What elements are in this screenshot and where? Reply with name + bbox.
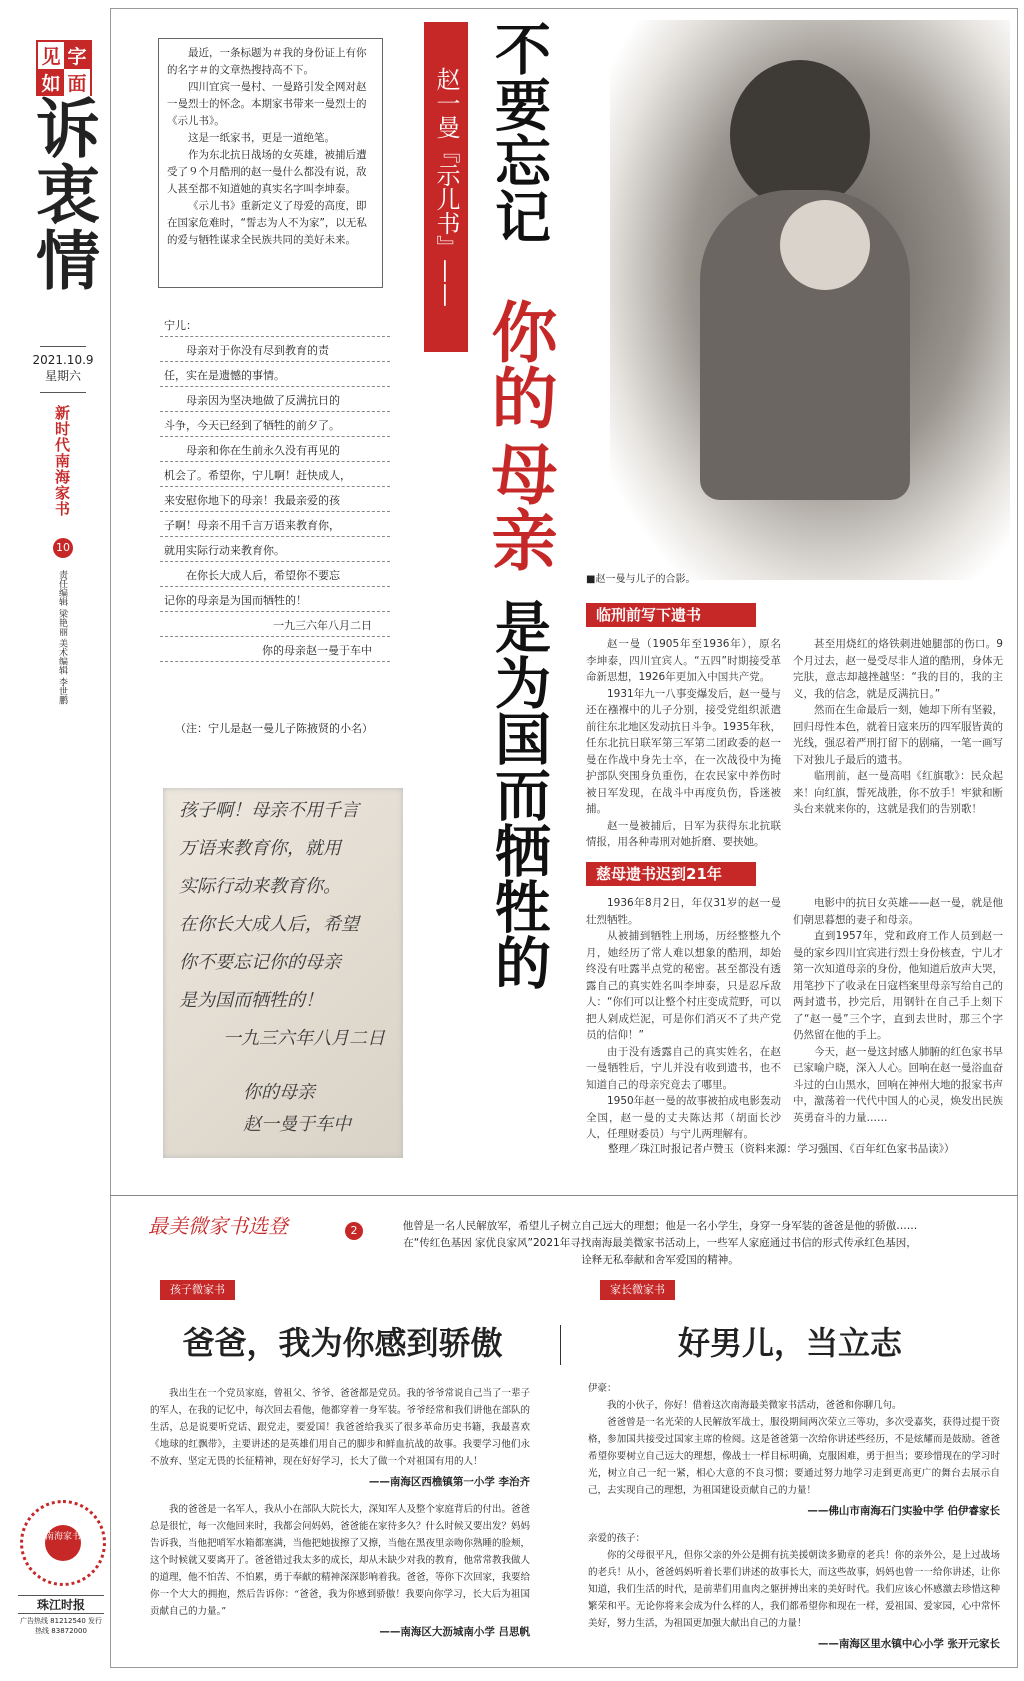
issue-date xyxy=(30,352,96,384)
section-paragraph: 临刑前，赵一曼高唱《红旗歌》：民众起来！向红旗，誓死战胜，你不放手！牢狱和断头台来就来你的，这就是我们的告别歌！ xyxy=(793,770,1003,815)
letter-line: 母亲对于你没有尽到教育的责 xyxy=(160,337,390,362)
staff-credits: 责任编辑 梁艳丽 美术编辑 李世鹏 xyxy=(57,570,67,705)
intro-paragraph: 《示儿书》重新定义了母爱的高度，即在国家危难时，“誓志为人不为家”，以无私的爱与牺牲谋求全民族共同的美好未来。 xyxy=(167,200,367,246)
historic-photo xyxy=(610,20,1010,580)
headline-part: 你的 xyxy=(480,298,558,430)
headline-subtitle: 赵一曼『示儿书』—— xyxy=(424,22,468,352)
letter-line: 任，实在是遗憾的事情。 xyxy=(160,362,390,387)
handwriting-line: 是为国而牺牲的！ xyxy=(179,990,323,1011)
article-tag: 家长微家书 xyxy=(600,1280,675,1300)
badge-char: 字 xyxy=(64,42,90,69)
letter-transcript xyxy=(160,312,390,662)
article-title: 好男儿，当立志 xyxy=(677,1324,902,1362)
qr-code[interactable] xyxy=(20,1500,106,1586)
photo-figure xyxy=(780,200,870,290)
article-paragraph: 爸爸曾是一名光荣的人民解放军战士，服役期间两次荣立三等功，多次受嘉奖，获得过提干资格，参加国共接受过国家主席的检阅。这是爸爸第一次给你讲述些经历，不是炫耀而是鼓励。爸爸希望你要树立自己远大的理想，像战士一样目标明确，克服困难，勇于担当；要珍惜现在的学习时光，树立自己一纪一紧，相心大意的不良习惯；要通过努力地学习走到更高更广的舞台去展示自己，去实现自己的理想，为祖国建设贡献自己的力量！ xyxy=(588,1417,1000,1496)
section-title: 慈母遗书迟到21年 xyxy=(586,862,756,886)
intro-paragraph: 作为东北抗日战场的女英雄，被捕后遭受了９个月酷刑的赵一曼什么都没有说，敌人甚至都不知道她的真实名字叫李坤泰。 xyxy=(167,149,367,195)
photo-figure xyxy=(730,60,870,210)
letter-line: 机会了。希望你，宁儿啊！赶快成人， xyxy=(160,462,390,487)
article-title: 爸爸，我为你感到骄傲 xyxy=(182,1324,503,1362)
handwritten-letter-image xyxy=(163,788,403,1158)
handwriting-line: 在你长大成人后，希望 xyxy=(179,914,359,935)
photo-caption: ■赵一曼与儿子的合影。 xyxy=(586,574,696,585)
letter-line: 斗争，今天已经到了牺牲的前夕了。 xyxy=(160,412,390,437)
letter-line: 子啊！母亲不用千言万语来教育你， xyxy=(160,512,390,537)
article-signature: ——南海区大沥城南小学 吕思帆 xyxy=(379,1626,530,1638)
section-paragraph: 1936年8月2日，年仅31岁的赵一曼壮烈牺牲。 xyxy=(586,897,781,926)
handwriting-line: 万语来教育你，就用 xyxy=(179,838,341,859)
handwriting-line: 你不要忘记你的母亲 xyxy=(179,952,341,973)
section-paragraph: 电影中的抗日女英雄——赵一曼，就是他们朝思暮想的妻子和母亲。 xyxy=(793,897,1003,926)
handwriting-line: 赵一曼于车中 xyxy=(243,1114,351,1135)
source-credit: 整理／珠江时报记者卢赞玉（资料来源：学习强国、《百年红色家书品读》） xyxy=(608,1143,955,1155)
article-signature: ——南海区里水镇中心小学 张开元家长 xyxy=(817,1638,1000,1650)
intro-paragraph: 四川宜宾一曼村、一曼路引发全网对赵一曼烈士的怀念。本期家书带来一曼烈士的《示儿书》。 xyxy=(167,81,367,127)
section-column xyxy=(586,895,781,1143)
column-separator xyxy=(560,1325,561,1365)
weekday-text: 星期六 xyxy=(44,369,81,383)
section-divider xyxy=(110,1195,1018,1196)
handwriting-line: 一九三六年八月二日 xyxy=(223,1028,385,1049)
badge-char: 面 xyxy=(64,69,90,96)
series-intro-line: 他曾是一名人民解放军，希望儿子树立自己远大的理想；他是一名小学生，身穿一身军装的爸爸是他的骄傲…… xyxy=(402,1220,918,1232)
series-title: 最美微家书选登 xyxy=(148,1214,288,1238)
section-column xyxy=(586,636,781,851)
handwriting-line: 孩子啊！母亲不用千言 xyxy=(179,800,359,821)
section-title: 临刑前写下遗书 xyxy=(586,603,756,627)
letter-line: 就用实际行动来教育你。 xyxy=(160,537,390,562)
headline xyxy=(470,440,558,572)
date-text: 2021.10.9 xyxy=(32,353,94,367)
series-intro xyxy=(400,1218,920,1269)
section-paragraph: 由于没有透露自己的真实姓名，在赵一曼牺牲后，宁儿并没有收到遗书，也不知道自己的母亲究竟去了哪里。 xyxy=(586,1045,781,1091)
letter-line: 在你长大成人后，希望你不要忘 xyxy=(160,562,390,587)
article-signature: ——佛山市南海石门实验中学 伯伊睿家长 xyxy=(807,1505,1000,1517)
section-paragraph: 直到1957年，党和政府工作人员到赵一曼的家乡四川宜宾进行烈士身份核查，宁儿才第一次知道母亲的身份，他知道后放声大哭，用笔抄下了收录在日寇档案里母亲写给自己的两封遗书，抄完后，用钢针在自己手上刻下了“赵一曼”三个字，直到去世时，那三个字仍然留在他的手上。 xyxy=(793,930,1003,1041)
qr-label: 南海家书 xyxy=(45,1525,81,1561)
letter-line: 母亲因为坚决地做了反满抗日的 xyxy=(160,387,390,412)
paper-info: 广告热线 81212540 发行热线 83872000 xyxy=(19,1617,103,1635)
article-paragraph: 我出生在一个党员家庭，曾祖父、爷爷、爸爸都是党员。我的爷爷常说自己当了一辈子的军人，在我的记忆中，每次回去看他，他都穿着一身军装。爷爷经常和我们讲他在部队的生活，总是说要听党话、跟党走，要爱国！我爸爸给我买了很多革命历史书籍，我最喜欢《地球的红飘带》，主要讲述的是英雄们用自己的脚步和鲜血抗战的故事。我要学习他们永不放弃、坚定无畏的长征精神，现在好好学习，长大了做一个对祖国有用的人！ xyxy=(150,1388,531,1467)
article-paragraph: 我的小伙子，你好！借着这次南海最美微家书活动，爸爸和你聊几句。 xyxy=(607,1400,902,1411)
letter-sign: 你的母亲赵一曼于车中 xyxy=(160,637,390,662)
intro-box xyxy=(158,38,383,288)
section-column xyxy=(793,636,1003,818)
article-signature: ——南海区西樵镇第一小学 李治齐 xyxy=(368,1476,530,1488)
article-tag: 孩子微家书 xyxy=(160,1280,235,1300)
page-number: 10 xyxy=(53,538,73,558)
section-paragraph: 赵一曼被捕后，日军为获得东北抗联情报，用各种毒刑对她折磨、要挟她。 xyxy=(586,819,781,848)
column-title: 诉衷情 xyxy=(25,95,100,293)
handwriting-line: 实际行动来教育你。 xyxy=(179,876,341,897)
divider xyxy=(40,346,86,347)
section-column xyxy=(793,895,1003,1126)
section-paragraph: 1950年赵一曼的故事被拍成电影轰动全国，赵一曼的丈夫陈达邦（胡面长沙人，任理财委员）与宁儿两理解有。 xyxy=(586,1095,781,1140)
series-number: 2 xyxy=(345,1222,363,1240)
headline xyxy=(470,20,550,244)
article-paragraph: 我的爸爸是一名军人，我从小在部队大院长大，深知军人及整个家庭背后的付出。爸爸总是很忙，每一次他回来时，我都会问妈妈，爸爸能在家待多久？什么时候又要出发？妈妈告诉我，当他把哨军水箱都塞满，当他把她拔擦了又擦，当他在黑夜里亲吻你熟睡的脸颊，这个时候就又要离开了。爸爸错过我太多的成长，却从未缺少对我的教育，他常常教我做人的道理，他不怕苦、不怕累，勇于奉献的精神深深影响着我。爸爸，等你下次回家，我要给你一个大大的拥抱，然后告诉你：“爸爸，我为你感到骄傲！我要向你学习，长大后为祖国贡献自己的力量。” xyxy=(150,1504,531,1617)
letter-note: （注：宁儿是赵一曼儿子陈掖贤的小名） xyxy=(175,722,373,735)
intro-paragraph: 最近，一条标题为＃我的身份证上有你的名字＃的文章热搜持高不下。 xyxy=(167,47,367,76)
article-body xyxy=(588,1380,1000,1663)
section-paragraph: 从被捕到牺牲上刑场，历经整整九个月，她经历了常人难以想象的酷刑，却始终没有吐露半点党的秘密。甚至都没有透露自己的真实姓名叫李坤泰，只是忍斥敌人：“你们可以让整个村庄变成荒野，可以把人剁成烂泥，可是你们消灭不了共产党员的信仰！” xyxy=(586,930,781,1041)
letter-salutation: 宁儿： xyxy=(160,312,390,337)
column-badge xyxy=(36,40,92,96)
headline xyxy=(470,598,550,990)
section-paragraph: 甚至用烧红的烙铁刺进她腿部的伤口。9个月过去，赵一曼受尽非人道的酷刑，身体无完肤，意志却越挫越坚：“我的目的，我的主义，我的信念，就是反满抗日。” xyxy=(793,638,1003,700)
headline-part: 是为国而牺牲的 xyxy=(486,598,552,990)
letter-line: 母亲和你在生前永久没有再见的 xyxy=(160,437,390,462)
section-paragraph: 今天，赵一曼这封感人肺腑的红色家书早已家喻户晓，深入人心。回响在赵一曼浴血奋斗过的白山黑水，回响在神州大地的报家书声中，激荡着一代代中国人的心灵，焕发出民族英勇奋斗的力量…… xyxy=(793,1045,1003,1124)
letter-line: 来安慰你地下的母亲！我最亲爱的孩 xyxy=(160,487,390,512)
article-body xyxy=(150,1385,530,1651)
divider xyxy=(40,392,86,393)
letter-line: 记你的母亲是为国而牺牲的！ xyxy=(160,587,390,612)
handwriting-line: 你的母亲 xyxy=(243,1082,315,1103)
badge-char: 见 xyxy=(38,42,64,69)
section-paragraph: 然而在生命最后一刻，她却下所有坚毅，回归母性本色，就着日寇来历的四军服皆黄的光线，强忍着严刑打留下的剧痛，一笔一画写下对独儿子最后的遗书。 xyxy=(793,704,1003,766)
badge-char: 如 xyxy=(38,69,64,96)
headline xyxy=(470,298,558,430)
headline-part: 母亲 xyxy=(480,440,558,572)
headline-part: 不要忘记 xyxy=(486,20,552,244)
intro-paragraph: 这是一纸家书，更是一道绝笔。 xyxy=(188,132,335,144)
series-intro-line: 在“传红色基因 家优良家风”2021年寻找南海最美微家书活动上，一些军人家庭通过书信的形式传承红色基因，诠释无私奉献和舍军爱国的精神。 xyxy=(403,1237,917,1266)
article-paragraph: 你的父母很平凡，但你父亲的外公是拥有抗美援朝读多勤章的老兵！你的亲外公，是上过战场的老兵！从小，爸爸妈妈听着长辈们讲述的故事长大，而这些故事，妈妈也曾一一给你讲述，让你知道，我们生活的时代，是前辈们用血肉之躯拼搏出来的美好时代。我们应该心怀感激去珍惜这种繁荣和平。无论你将来会成为什么样的人，我们都希望你和现在一样，爱祖国、爱家园，心中常怀美好，努力生活，为祖国更加强大献出自己的力量！ xyxy=(588,1550,1000,1629)
section-paragraph: 赵一曼（1905年至1936年），原名李坤泰，四川宜宾人。“五四”时期接受革命新思想，1926年更加入中国共产党。 xyxy=(586,638,781,683)
column-name: 新时代南海家书 xyxy=(53,405,71,517)
paper-logo: 珠江时报 xyxy=(18,1595,104,1614)
article-salutation: 伊豪： xyxy=(588,1383,617,1394)
section-paragraph: 1931年九一八事变爆发后，赵一曼与还在襁褓中的儿子分别，接受党组织派遣前往东北地区发动抗日斗争。1935年秋，任东北抗日联军第三军第二团政委的赵一曼在作战中身先士卒，在一次战役中为掩护部队突围身负重伤，在农民家中养伤时被日军发现，在战斗中再度负伤，昏迷被捕。 xyxy=(586,687,781,815)
article-salutation: 亲爱的孩子： xyxy=(588,1533,646,1544)
letter-date: 一九三六年八月二日 xyxy=(160,612,390,637)
